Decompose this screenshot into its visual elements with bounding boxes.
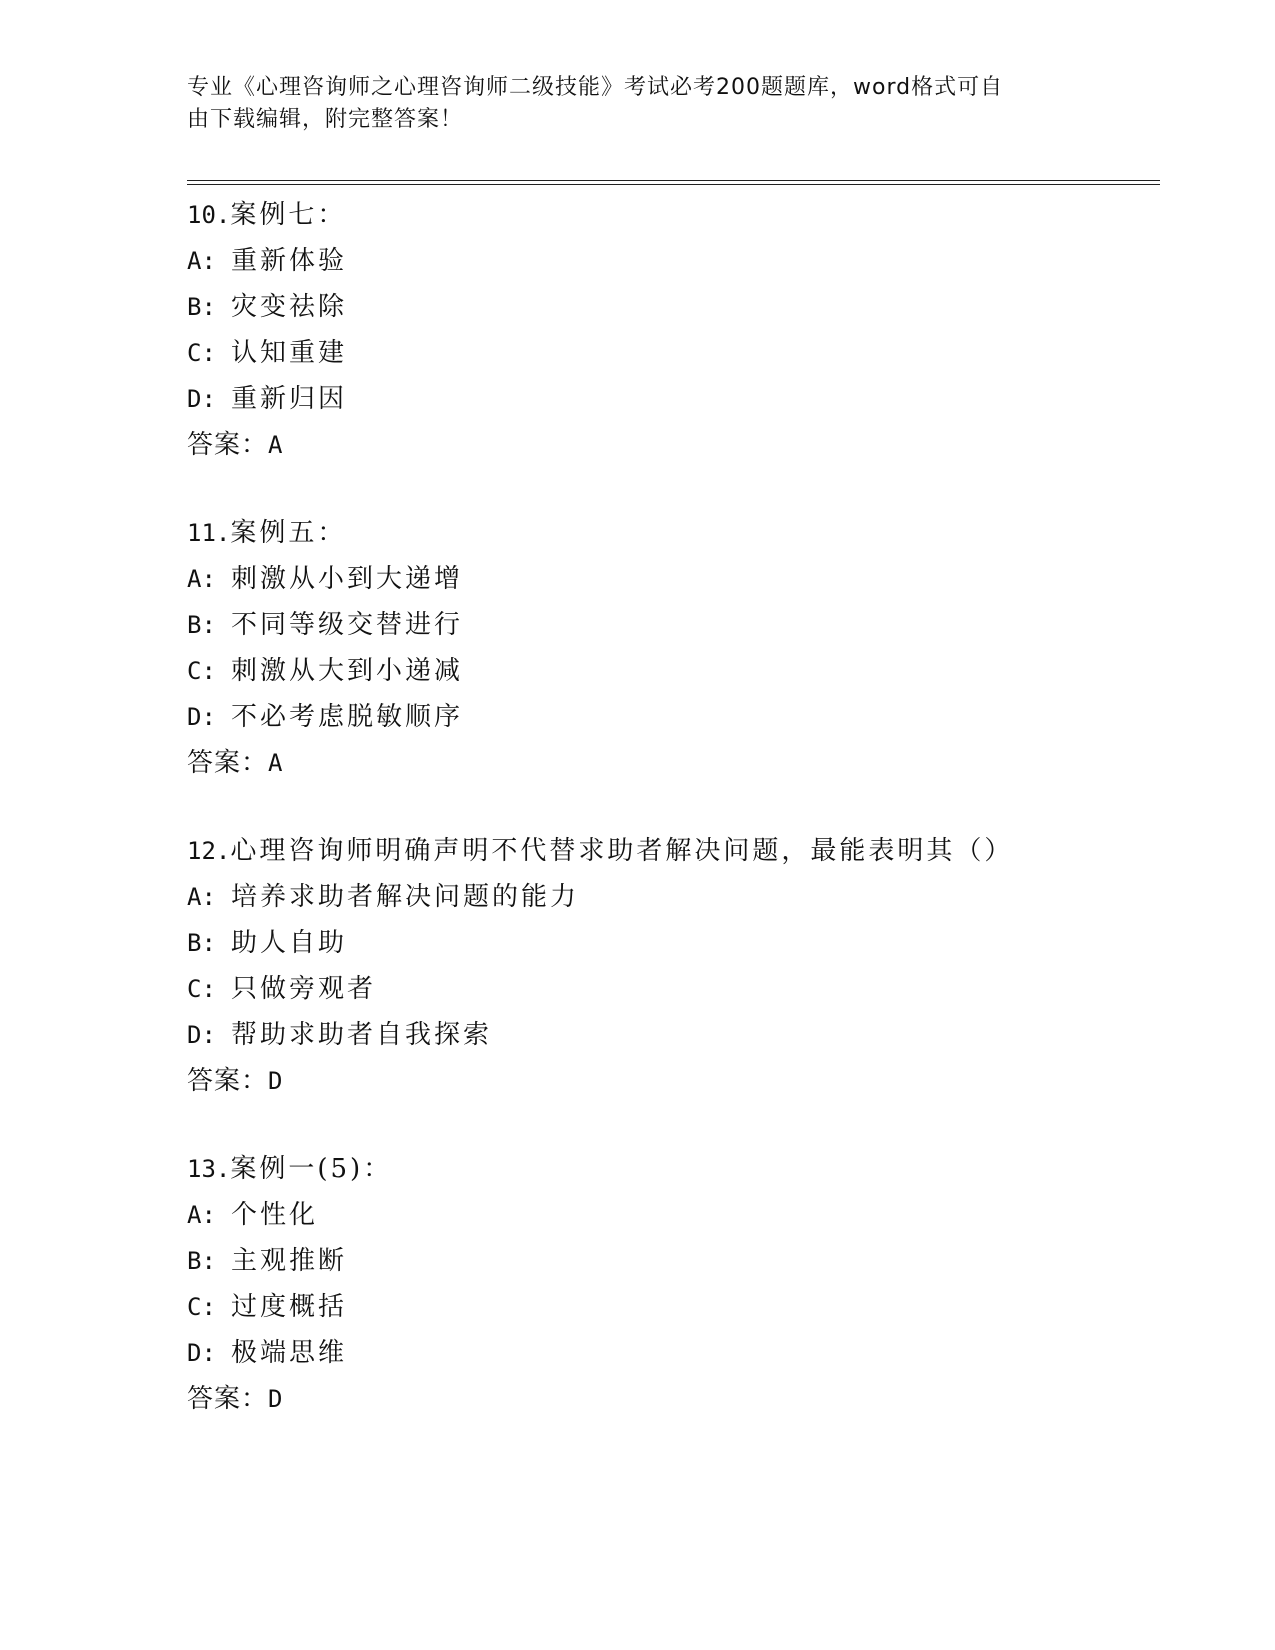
option-b <box>187 920 1167 966</box>
option-text: 灾变祛除 <box>231 292 348 322</box>
question-stem <box>187 1146 1167 1192</box>
option-d <box>187 376 1167 422</box>
question-number: 10. <box>187 201 231 229</box>
question-number: 11. <box>187 519 231 547</box>
option-text: 不必考虑脱敏顺序 <box>231 702 464 732</box>
question-10 <box>187 192 1167 468</box>
option-text: 刺激从小到大递增 <box>231 564 464 594</box>
option-text: 培养求助者解决问题的能力 <box>231 882 580 912</box>
option-d <box>187 1012 1167 1058</box>
option-letter: C: <box>187 657 216 685</box>
option-letter: B: <box>187 929 216 957</box>
option-text: 不同等级交替进行 <box>231 610 464 640</box>
option-c <box>187 330 1167 376</box>
answer <box>187 740 1167 786</box>
intro-line-1: 专业《心理咨询师之心理咨询师二级技能》考试必考200题题库，word格式可自 <box>187 75 1004 100</box>
question-stem <box>187 510 1167 556</box>
answer <box>187 1058 1167 1104</box>
option-text: 过度概括 <box>231 1292 348 1322</box>
option-letter: D: <box>187 703 216 731</box>
option-c <box>187 1284 1167 1330</box>
question-text: 案例七： <box>230 200 347 230</box>
double-divider <box>187 180 1160 185</box>
option-text: 极端思维 <box>231 1338 348 1368</box>
option-letter: D: <box>187 1021 216 1049</box>
option-letter: C: <box>187 1293 216 1321</box>
option-text: 主观推断 <box>231 1246 348 1276</box>
option-a <box>187 556 1167 602</box>
answer <box>187 422 1167 468</box>
option-letter: B: <box>187 611 216 639</box>
option-a <box>187 874 1167 920</box>
option-letter: D: <box>187 385 216 413</box>
option-text: 重新体验 <box>231 246 348 276</box>
answer <box>187 1376 1167 1422</box>
option-text: 刺激从大到小递减 <box>231 656 464 686</box>
option-letter: C: <box>187 339 216 367</box>
option-c <box>187 966 1167 1012</box>
option-letter: A: <box>187 565 216 593</box>
option-text: 助人自助 <box>231 928 348 958</box>
option-c <box>187 648 1167 694</box>
question-11 <box>187 510 1167 786</box>
option-a <box>187 238 1167 284</box>
option-text: 个性化 <box>231 1200 319 1230</box>
option-letter: C: <box>187 975 216 1003</box>
question-number: 13. <box>187 1155 231 1183</box>
question-stem <box>187 192 1167 238</box>
option-text: 帮助求助者自我探索 <box>231 1020 493 1050</box>
question-stem <box>187 828 1167 874</box>
option-text: 重新归因 <box>231 384 348 414</box>
option-text: 只做旁观者 <box>231 974 377 1004</box>
option-b <box>187 602 1167 648</box>
option-letter: A: <box>187 1201 216 1229</box>
answer-value: D <box>268 1385 284 1413</box>
option-letter: B: <box>187 1247 216 1275</box>
option-letter: A: <box>187 883 216 911</box>
option-letter: D: <box>187 1339 216 1367</box>
option-b <box>187 1238 1167 1284</box>
intro-line-2: 由下载编辑，附完整答案！ <box>187 107 464 132</box>
question-text: 案例一(5)： <box>230 1154 393 1184</box>
option-d <box>187 694 1167 740</box>
answer-label: 答案： <box>187 1066 269 1096</box>
option-letter: A: <box>187 247 216 275</box>
answer-value: A <box>268 431 284 459</box>
option-a <box>187 1192 1167 1238</box>
answer-value: D <box>268 1067 284 1095</box>
option-d <box>187 1330 1167 1376</box>
answer-label: 答案： <box>187 748 269 778</box>
document-intro <box>187 72 1067 136</box>
question-number: 12. <box>187 837 231 865</box>
answer-label: 答案： <box>187 430 269 460</box>
option-text: 认知重建 <box>231 338 348 368</box>
answer-label: 答案： <box>187 1384 269 1414</box>
question-text: 心理咨询师明确声明不代替求助者解决问题，最能表明其（） <box>230 836 1014 866</box>
option-b <box>187 284 1167 330</box>
question-list <box>187 192 1167 1464</box>
question-12 <box>187 828 1167 1104</box>
option-letter: B: <box>187 293 216 321</box>
question-text: 案例五： <box>230 518 347 548</box>
answer-value: A <box>268 749 284 777</box>
question-13 <box>187 1146 1167 1422</box>
